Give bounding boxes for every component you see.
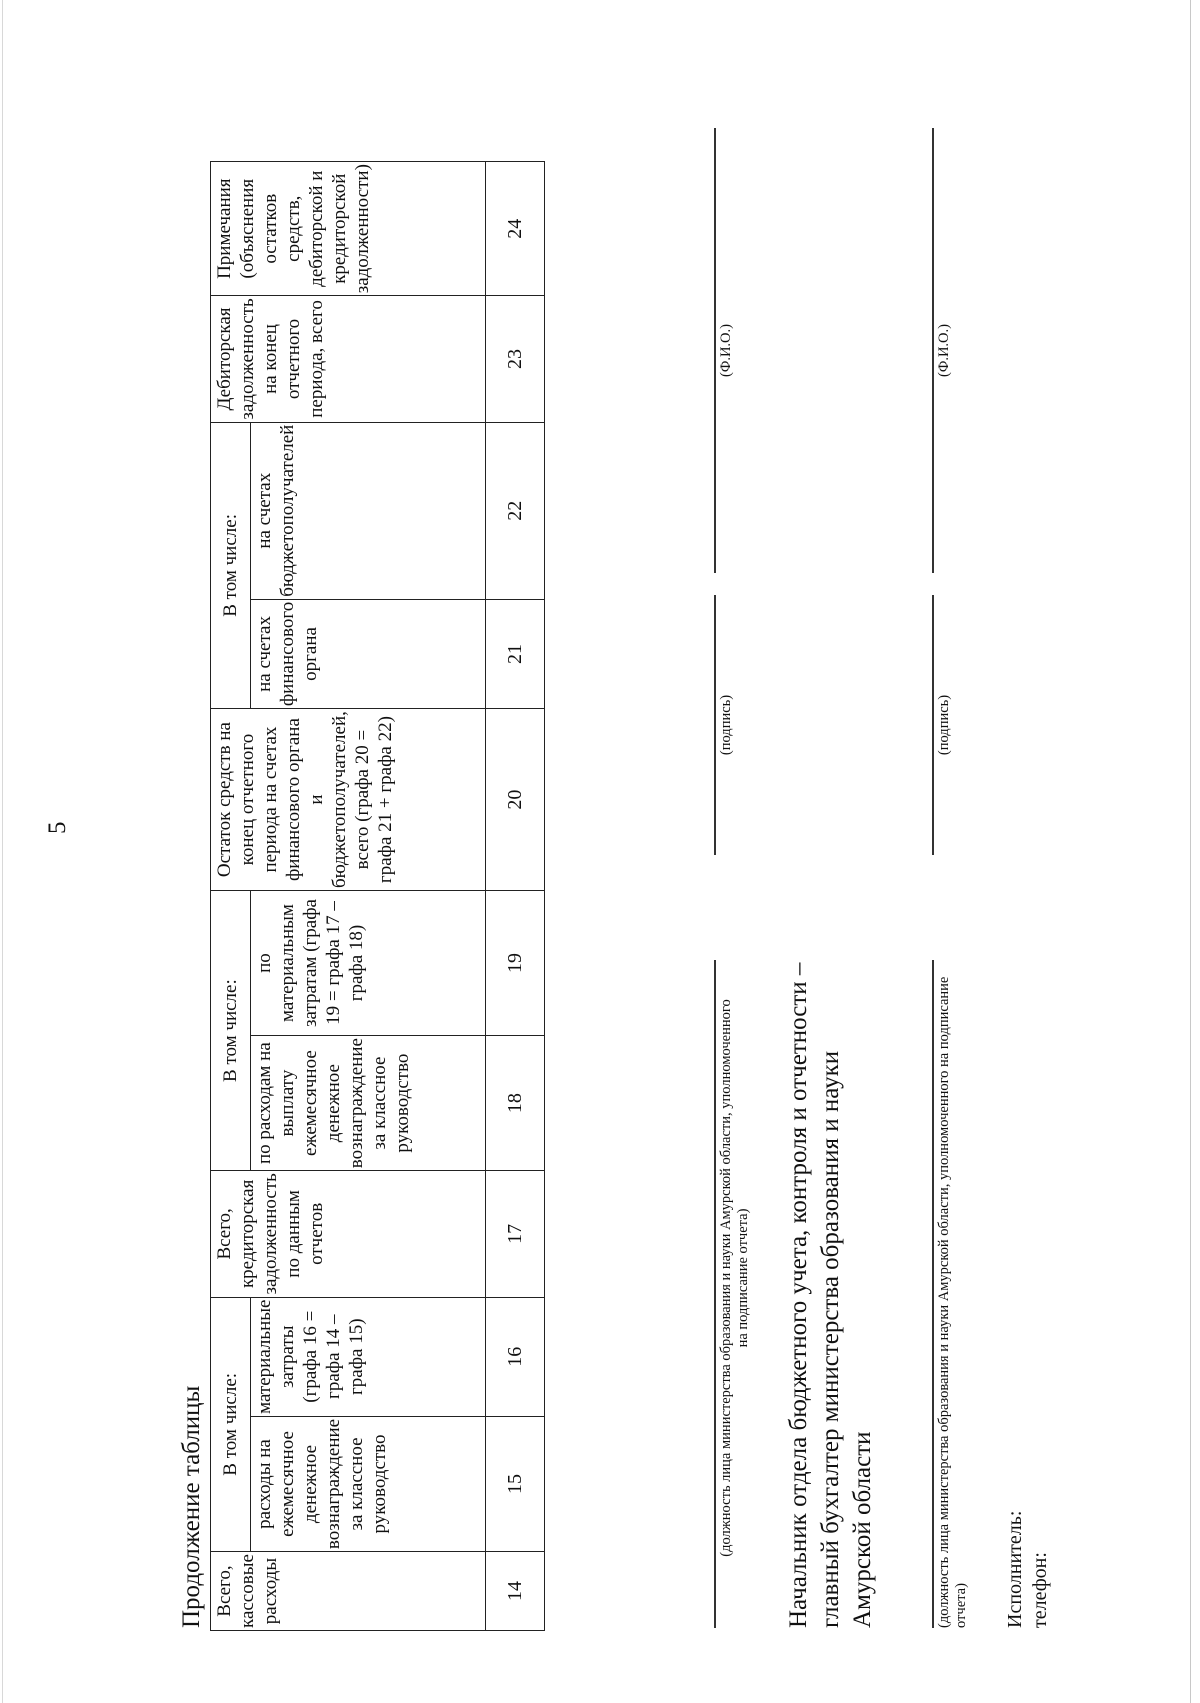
column-number-18: 18: [486, 1036, 545, 1171]
position-line-2: [932, 960, 934, 1628]
column-number-23: 23: [486, 296, 545, 422]
official-title: Начальник отдела бюджетного учета, контроля и отчетности – главный бухгалтер министерства образования и науки Амурской области: [785, 962, 876, 1628]
position-line-1: [714, 960, 716, 1628]
name-caption-2: (Ф.И.О.): [936, 324, 952, 377]
header-c20: Остаток средств на конец отчетного периода на счетах финансового органа и бюджетополучателей, всего (графа 20 = графа 21 + графа 22): [211, 709, 486, 891]
column-number-14: 14: [486, 1552, 545, 1631]
column-number-20: 20: [486, 709, 545, 891]
header-group-a: В том числе:: [211, 1297, 251, 1552]
header-c23: Дебиторская задолженность на конец отчетного периода, всего: [211, 296, 486, 422]
header-c15: расходы на ежемесячное денежное вознаграждение за классное руководство: [251, 1416, 486, 1551]
header-c24: Примечания (объяснения остатков средств, дебиторской и кредиторской задолженности): [211, 162, 486, 296]
column-number-15: 15: [486, 1416, 545, 1551]
executor-label: Исполнитель:: [1004, 1510, 1026, 1628]
name-caption-1: (Ф.И.О.): [718, 324, 734, 377]
table-title: Продолжение таблицы: [178, 1385, 205, 1628]
header-c22: на счетах бюджетополучателей: [251, 422, 486, 599]
name-line-2: [932, 128, 934, 573]
signature-line-2: [932, 595, 934, 855]
header-c19: по материальным затратам (графа 19 = графа 17 – графа 18): [251, 891, 486, 1036]
header-c14: Всего, кассовые расходы: [211, 1552, 486, 1631]
signature-line-1: [714, 595, 716, 855]
name-line-1: [714, 128, 716, 573]
header-c21: на счетах финансового органа: [251, 599, 486, 708]
header-c17: Всего, кредиторская задолженность по данным отчетов: [211, 1171, 486, 1297]
column-number-16: 16: [486, 1297, 545, 1416]
header-c18: по расходам на выплату ежемесячное денежное вознаграждение за классное руководство: [251, 1036, 486, 1171]
column-number-19: 19: [486, 891, 545, 1036]
header-c16: материальные затраты (графа 16 = графа 14 – графа 15): [251, 1297, 486, 1416]
page-number: 5: [44, 821, 71, 834]
column-number-24: 24: [486, 162, 545, 296]
position-caption-1: (должность лица министерства образования и науки Амурской области, уполномоченного на подписание отчета): [718, 999, 751, 1557]
report-table: [210, 161, 545, 1631]
header-group-b: В том числе:: [211, 891, 251, 1171]
column-number-22: 22: [486, 422, 545, 599]
phone-label: телефон:: [1029, 1552, 1051, 1628]
column-number-17: 17: [486, 1171, 545, 1297]
position-caption-2: (должность лица министерства образования и науки Амурской области, уполномоченного на подписание отчета): [936, 976, 969, 1628]
column-number-21: 21: [486, 599, 545, 708]
signature-caption-1: (подпись): [718, 694, 734, 756]
signature-caption-2: (подпись): [936, 694, 952, 756]
header-group-c: В том числе:: [211, 422, 251, 708]
